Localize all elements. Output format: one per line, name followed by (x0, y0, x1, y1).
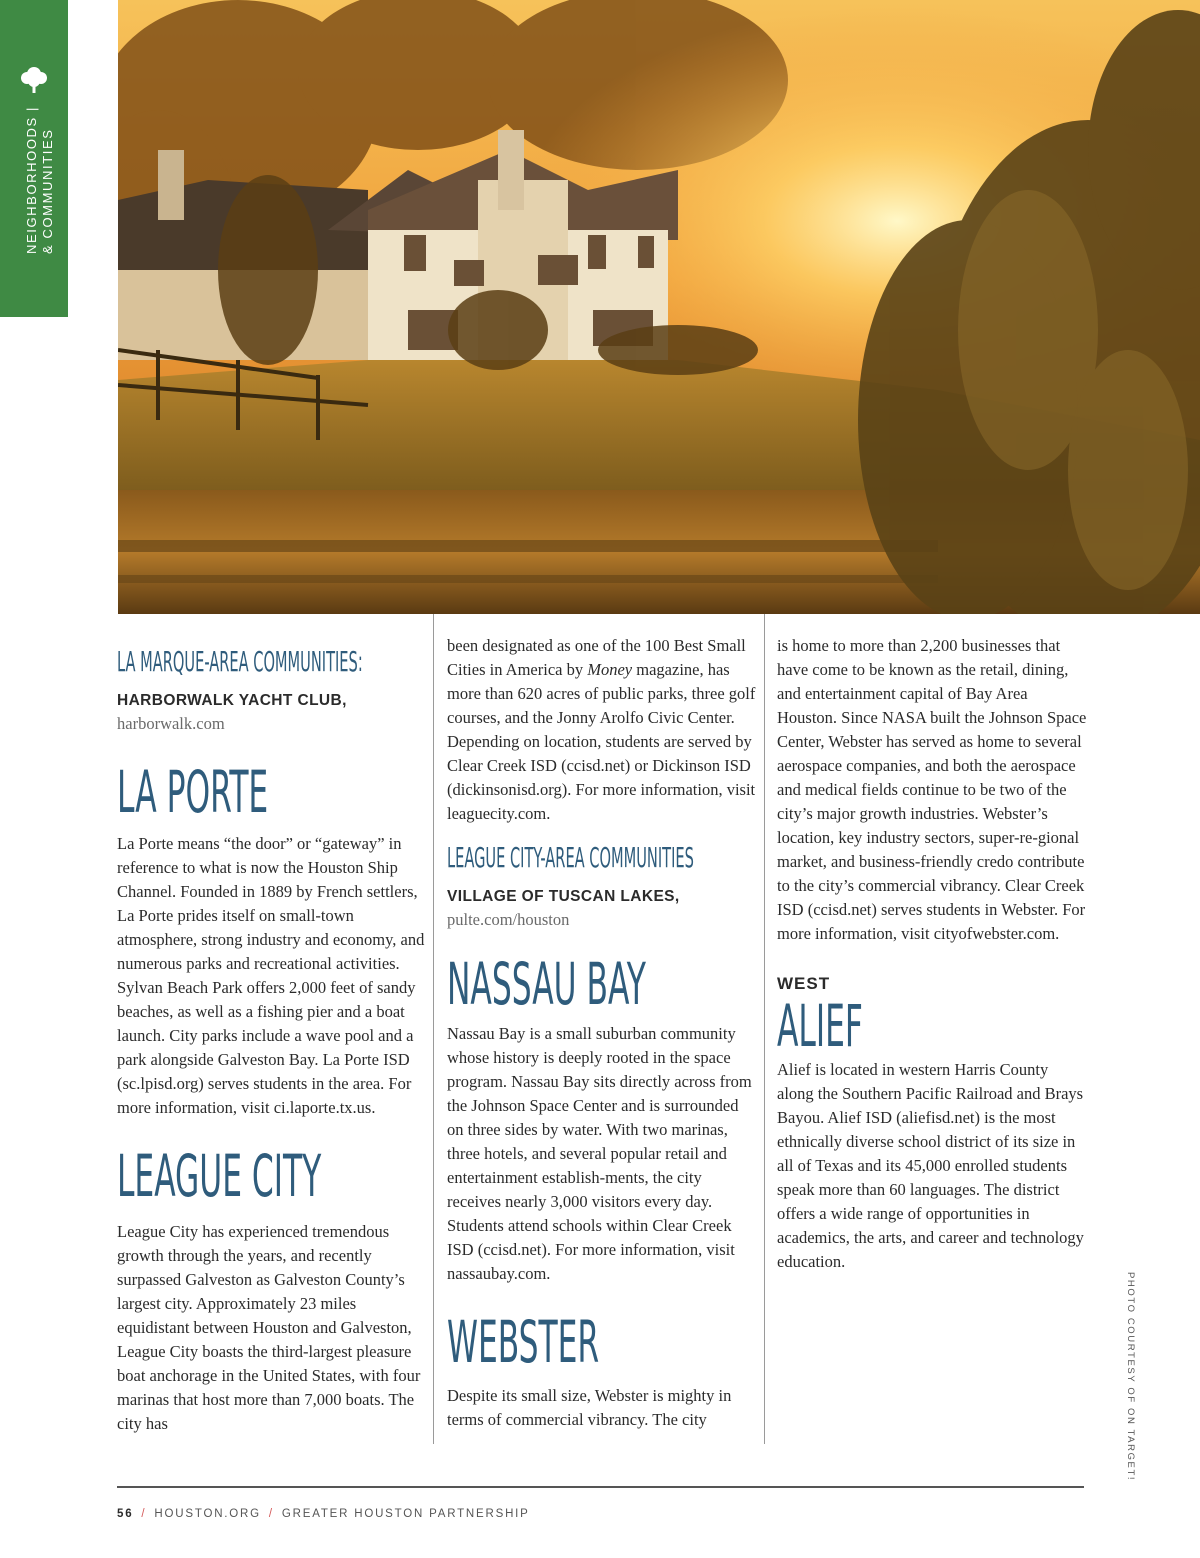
footer-org: GREATER HOUSTON PARTNERSHIP (281, 1508, 530, 1520)
heading-league-city: LEAGUE CITY (117, 1142, 322, 1210)
subhead-league-city-area: LEAGUE CITY-AREA COMMUNITIES (447, 841, 694, 874)
footer-rule (117, 1486, 1084, 1488)
league-city-text: League City has experienced tremendous growth through the years, and recently surpassed Galveston as Galveston County’s largest city. Approximately 23 miles equidistant between Houston and Galveston, League City boasts the third-largest pleasure boat anchorage in the United States, with four marinas that host more than 7,000 boats. The city has (117, 1222, 421, 1433)
nassau-bay-text: Nassau Bay is a small suburban community whose history is deeply rooted in the space program. Nassau Bay sits directly across from the Johnson Space Center and is surrounded on three sides by water. With two marinas, three hotels, and several popular retail and entertainment establish-ments, the city receives nearly 3,000 visitors every day. Students attend schools within Clear Creek ISD (ccisd.net). For more information, visit nassaubay.com. (447, 1024, 752, 1283)
heading-nassau-bay: NASSAU BAY (447, 950, 646, 1018)
heading-la-porte: LA PORTE (117, 758, 269, 826)
money-magazine: Money (587, 660, 633, 679)
harborwalk-url: harborwalk.com (117, 714, 225, 733)
page-footer: 56 / HOUSTON.ORG / GREATER HOUSTON PARTNERSHIP (117, 1508, 530, 1520)
photo-credit: PHOTO COURTESY OF ON TARGET! (1125, 1272, 1136, 1482)
footer-site: HOUSTON.ORG (154, 1508, 261, 1520)
column-1 (117, 634, 427, 1436)
heading-alief: ALIEF (777, 992, 863, 1060)
column-divider (433, 614, 434, 1444)
league-city-text-continued: been designated as one of the 100 Best Small Cities in America by Money magazine, has more than 620 acres of public parks, three golf courses, and the Jonny Arolfo Civic Center. Depending on location, students are served by Clear Creek ISD (ccisd.net) or Dickinson ISD (dickinsonisd.org). For more information, visit leaguecity.com. (447, 636, 756, 823)
webster-text: Despite its small size, Webster is mighty in terms of commercial vibrancy. The city (447, 1386, 732, 1429)
cotton-icon (20, 64, 48, 94)
section-label: NEIGHBORHOODS | & COMMUNITIES (24, 105, 55, 254)
section-tab (0, 0, 68, 317)
alief-text: Alief is located in western Harris County along the Southern Pacific Railroad and Brays Bayou. Alief ISD (aliefisd.net) is the most ethnically diverse school district of its size in all of Texas and its 45,000 enrolled students speak more than 60 languages. The district offers a wide range of opportunities in academics, the arts, and career and technology education. (777, 1060, 1084, 1271)
page-number: 56 (117, 1508, 134, 1520)
column-2 (447, 634, 757, 1432)
heading-webster: WEBSTER (447, 1308, 600, 1376)
harborwalk-label: HARBORWALK YACHT CLUB, (117, 692, 347, 709)
column-3 (777, 634, 1087, 1274)
hero-photo (118, 0, 1200, 614)
tuscan-lakes-label: VILLAGE OF TUSCAN LAKES, (447, 888, 680, 905)
tuscan-lakes-url: pulte.com/houston (447, 910, 570, 929)
column-divider (764, 614, 765, 1444)
la-porte-text: La Porte means “the door” or “gateway” in reference to what is now the Houston Ship Channel. Founded in 1889 by French settlers, La Porte prides itself on small-town atmosphere, strong industry and economy, and numerous parks and recreational activities. Sylvan Beach Park offers 2,000 feet of sandy beaches, as well as a fishing pier and a boat launch. City parks include a wave pool and a park alongside Galveston Bay. La Porte ISD (sc.lpisd.org) serves students in the area. For more information, visit ci.laporte.tx.us. (117, 834, 425, 1117)
region-label-west: WEST (777, 974, 831, 993)
subhead-lamarque: LA MARQUE-AREA COMMUNITIES: (117, 645, 363, 678)
webster-text-continued: is home to more than 2,200 businesses that have come to be known as the retail, dining, and entertainment capital of Bay Area Houston. Since NASA built the Johnson Space Center, Webster has served as home to several aerospace companies, and both the aerospace and medical fields continue to be two of the city’s major growth industries. Webster’s location, key industry sectors, super-re-gional market, and business-friendly credo contribute to the city’s commercial vibrancy. Clear Creek ISD (ccisd.net) serves students in Webster. For more information, visit cityofwebster.com. (777, 636, 1087, 943)
